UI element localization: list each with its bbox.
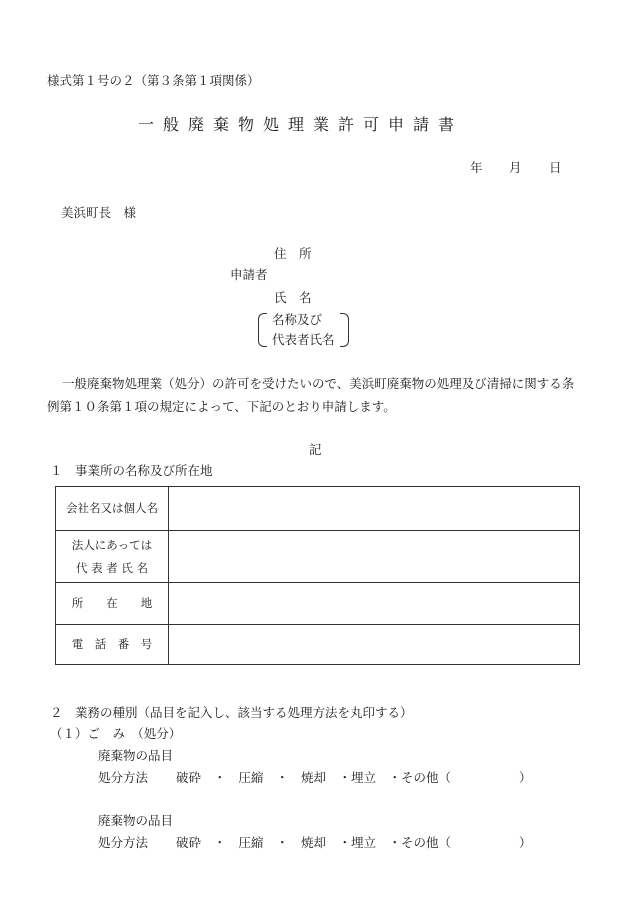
body-text-line2: 例第１０条第１項の規定によって、下記のとおり申請します。 — [47, 399, 396, 414]
representative-label-line2: 代 表 者 氏 名 — [75, 560, 149, 575]
date-month: 月 — [509, 160, 522, 175]
location-field[interactable] — [169, 583, 580, 625]
company-name-field[interactable] — [169, 487, 580, 531]
waste-item-label: 廃棄物の品目 — [98, 748, 174, 763]
disposal-method-label: 処分方法 — [98, 835, 149, 850]
representative-label — [56, 531, 169, 583]
disposal-method-close: ） — [519, 835, 532, 850]
disposal-method-close: ） — [519, 770, 532, 785]
date-year: 年 — [470, 160, 483, 175]
disposal-method-options[interactable]: 破砕 ・ 圧縮 ・ 焼却 ・埋立 ・その他（ — [176, 770, 452, 785]
phone-field[interactable] — [169, 625, 580, 665]
waste-item-label: 廃棄物の品目 — [98, 813, 174, 828]
table-row — [56, 583, 580, 625]
bracket-right — [340, 313, 349, 347]
corp-name-label-line1: 名称及び — [272, 312, 323, 327]
body-text-line1: 一般廃棄物処理業（処分）の許可を受けたいので、美浜町廃棄物の処理及び清掃に関する条 — [62, 376, 575, 391]
table-row — [56, 625, 580, 665]
ki-heading: 記 — [309, 442, 322, 457]
section2-sub-heading: （１）ご み （処分） — [50, 726, 182, 741]
company-name-label: 会社名又は個人名 — [56, 487, 169, 531]
page-title: 一般廃棄物処理業許可申請書 — [138, 115, 464, 134]
disposal-method-options[interactable]: 破砕 ・ 圧縮 ・ 焼却 ・埋立 ・その他（ — [176, 835, 452, 850]
addressee: 美浜町長 様 — [61, 205, 137, 220]
corp-name-label-line2: 代表者氏名 — [272, 332, 335, 347]
section2-heading: ２ 業務の種別（品目を記入し、該当する処理方法を丸印する） — [50, 705, 413, 720]
representative-field[interactable] — [169, 531, 580, 583]
disposal-method-label: 処分方法 — [98, 770, 149, 785]
phone-label: 電 話 番 号 — [56, 625, 169, 665]
name-label: 氏 名 — [274, 290, 312, 305]
date-day: 日 — [549, 160, 562, 175]
section1-heading: １ 事業所の名称及び所在地 — [50, 463, 213, 478]
table-row — [56, 487, 580, 531]
representative-label-line1: 法人にあっては — [71, 537, 153, 552]
location-label: 所 在 地 — [56, 583, 169, 625]
address-label: 住 所 — [274, 246, 312, 261]
applicant-label: 申請者 — [230, 267, 268, 282]
business-info-table — [55, 486, 580, 665]
bracket-left — [258, 313, 267, 347]
form-number: 様式第１号の２（第３条第１項関係） — [47, 73, 260, 88]
table-row — [56, 531, 580, 583]
